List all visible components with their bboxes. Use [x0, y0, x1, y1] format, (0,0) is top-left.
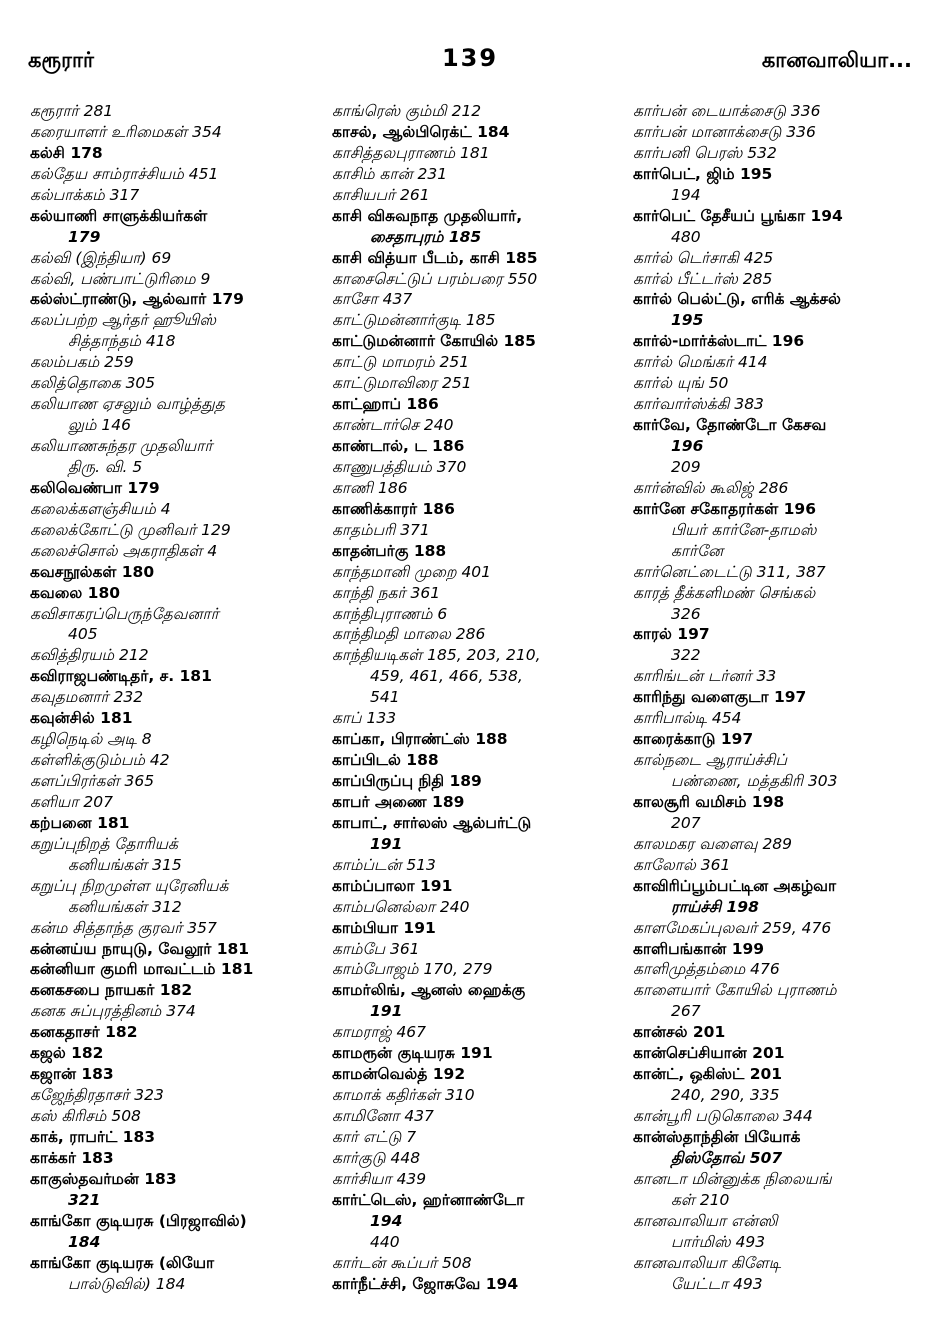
index-entry: காலமகர வளைவு 289 [633, 834, 793, 853]
index-entry: கஜல் 182 [30, 1044, 104, 1063]
index-entry: கலைக்களஞ்சியம் 4 [30, 499, 171, 518]
index-entry: காந்திமதி மாலை 286 [332, 625, 486, 644]
index-entry-continuation: சித்தாந்தம் 418 [68, 332, 176, 351]
index-entry-continuation: சைதாபுரம் 185 [370, 227, 482, 246]
index-column-3 [633, 101, 923, 1294]
index-entry: கான்செப்சியான் 201 [633, 1044, 785, 1063]
index-entry: காசி வித்யா பீடம், காசி 185 [332, 248, 538, 267]
index-entry-continuation: திரு. வி. 5 [68, 457, 143, 476]
index-entry: கனகசபை நாயகர் 182 [30, 981, 193, 1000]
index-entry-continuation: பியர் கார்னே-தாமஸ் [671, 520, 817, 539]
index-entry-continuation: 191 [370, 1002, 403, 1021]
index-entry: காரிந்து வளைகுடா 197 [633, 688, 807, 707]
index-entry: கவிசாகரப்பெருந்தேவனார் [30, 604, 219, 623]
index-entry: காப்பிருப்பு நிதி 189 [332, 772, 482, 790]
index-entry-continuation: 326 [671, 604, 701, 623]
index-entry: கலியாணசுந்தர முதலியார் [30, 437, 213, 455]
index-entry: காலோல் 361 [633, 855, 731, 874]
index-entry: கார்னெட்டைட்டு 311, 387 [633, 562, 826, 581]
index-entry: காப்பிடல் 188 [332, 751, 439, 770]
index-entry: காசல், ஆல்பிரெக்ட் 184 [332, 122, 510, 141]
index-entry: காரத் தீக்களிமண் செங்கல் [633, 583, 816, 602]
index-entry-continuation: 194 [370, 1211, 403, 1230]
index-entry: கான்சல் 201 [633, 1023, 726, 1042]
index-entry: கன்னியா குமரி மாவட்டம் 181 [30, 960, 254, 979]
index-entry-continuation: லும் 146 [68, 416, 131, 435]
index-entry: காப்கா, பிராண்ட்ஸ் 188 [332, 730, 508, 749]
index-entry: கார்குடு 448 [332, 1148, 421, 1167]
index-entry: காசியபர் 261 [332, 185, 430, 204]
index-entry: காரிங்டன் டர்னர் 33 [633, 667, 777, 686]
index-entry-continuation: 459, 461, 466, 538, [370, 667, 523, 686]
index-entry: காட்ஹாப் 186 [332, 395, 439, 414]
index-entry: காம்பே 361 [332, 939, 420, 958]
index-entry: கற்பனை 181 [30, 813, 130, 832]
index-entry-continuation: கார்னே [671, 541, 724, 560]
index-entry: கன்ம சித்தாந்த குரவர் 357 [30, 918, 217, 937]
index-entry: கார்ல் மெங்கர் 414 [633, 353, 768, 372]
index-entry: கார்ட்டெஸ், ஹர்னாண்டோ [332, 1190, 525, 1209]
index-entry-continuation: 322 [671, 646, 701, 665]
index-entry: காப் 133 [332, 709, 397, 728]
index-entry: காதம்பரி 371 [332, 520, 430, 539]
index-entry: கார்னே சகோதரர்கள் 196 [633, 499, 816, 518]
index-entry: காதன்பர்கு 188 [332, 541, 447, 560]
index-entry: கவித்திரயம் 212 [30, 646, 149, 665]
index-entry: கார்ல் பெல்ட்டு, எரிக் ஆக்சல் [633, 290, 841, 309]
index-entry: களப்பிரர்கள் 365 [30, 772, 155, 790]
index-entry: கவலை 180 [30, 583, 121, 602]
index-entry: காட்டு மாமரம் 251 [332, 353, 470, 372]
index-entry: கார்ல் பீட்டர்ஸ் 285 [633, 269, 773, 288]
index-entry: காணுபத்தியம் 370 [332, 457, 467, 476]
index-entry: கரூரார் 281 [30, 102, 114, 120]
index-entry: காசைசெட்டுப் பரம்பரை 550 [332, 269, 538, 288]
index-entry: கல்யாணி சாளுக்கியர்கள் [30, 206, 208, 225]
index-entry: காணி 186 [332, 478, 408, 497]
index-entry-continuation: கனியங்கள் 312 [68, 897, 182, 916]
index-entry-continuation: திஸ்தோவ் 507 [671, 1148, 783, 1167]
index-entry: காண்டால், ட 186 [332, 437, 465, 455]
index-entry: காந்தி நகர் 361 [332, 583, 441, 602]
index-entry: காசோ 437 [332, 290, 413, 309]
index-entry: கனக சுப்புரத்தினம் 374 [30, 1002, 196, 1021]
index-entry-continuation: 184 [68, 1232, 101, 1251]
index-entry: கலம்பகம் 259 [30, 353, 134, 372]
index-entry: காம்ப்பாலா 191 [332, 876, 453, 895]
index-entry: காலசூரி வமிசம் 198 [633, 792, 785, 811]
index-entry: கான்ஸ்தாந்தின் பியோக் [633, 1127, 801, 1146]
index-entry: காபாட், சார்லஸ் ஆல்பர்ட்டு [332, 813, 532, 832]
index-entry: கலப்பற்ற ஆர்தர் ஹூயிஸ் [30, 311, 216, 330]
index-entry: கான்பூரி படுகொலை 344 [633, 1107, 813, 1125]
index-entry: காங்ரெஸ் கும்மி 212 [332, 102, 482, 120]
index-entry: கான்ட், ஒகிஸ்ட் 201 [633, 1065, 783, 1084]
index-entry: கார்சியா 439 [332, 1169, 427, 1188]
index-entry: கார்வார்ஸ்க்கி 383 [633, 395, 764, 414]
index-entry-continuation: யேட்டா 493 [671, 1274, 763, 1293]
page-header [0, 0, 940, 100]
index-entry: காக்கர் 183 [30, 1148, 114, 1167]
index-entry: காகுஸ்தவர்மன் 183 [30, 1169, 177, 1188]
index-entry-continuation: 541 [370, 688, 400, 707]
index-entry: கலிவெண்பா 179 [30, 478, 160, 497]
index-entry: காமன்வெல்த் 192 [332, 1065, 466, 1084]
index-entry: காங்கோ குடியரசு (லியோ [30, 1253, 215, 1272]
index-entry-continuation: 191 [370, 834, 403, 853]
index-entry: காபர் அணை 189 [332, 792, 465, 811]
index-entry: காமர்லிங், ஆனஸ் ஹைக்கு [332, 981, 526, 1000]
index-entry: காரைக்காடு 197 [633, 730, 754, 749]
index-entry: கார்வே, தோண்டோ கேசவ [633, 416, 827, 435]
index-entry: கனகதாசர் 182 [30, 1023, 138, 1042]
index-entry: கறுப்புநிறத் தோரியக் [30, 834, 178, 853]
index-entry: காம்ப்டன் 513 [332, 855, 436, 874]
index-entry: கார்நீட்ச்சி, ஜோசுவே 194 [332, 1274, 519, 1293]
index-entry-continuation: பண்ணை, மத்தகிரி 303 [671, 772, 838, 790]
index-entry: கஜேந்திரதாசர் 323 [30, 1086, 164, 1105]
index-entry: கஸ் கிரிசம் 508 [30, 1107, 141, 1125]
index-entry-continuation: பார்மிஸ் 493 [671, 1232, 766, 1251]
index-entry-continuation: 196 [671, 437, 704, 455]
index-entry: கல்வி, பண்பாட்டுரிமை 9 [30, 269, 211, 288]
index-entry: காரிபால்டி 454 [633, 709, 742, 728]
index-entry: காம்பனெல்லா 240 [332, 897, 470, 916]
index-entry-continuation: 194 [671, 185, 701, 204]
index-entry: கார்ல் டெர்சாகி 425 [633, 248, 774, 267]
index-entry: கார்பனி பெரஸ் 532 [633, 143, 777, 162]
index-entry: காட்டுமன்னார் கோயில் 185 [332, 332, 536, 351]
index-entry: கள்ளிக்குடும்பம் 42 [30, 751, 170, 770]
index-entry: கல்தேய சாம்ராச்சியம் 451 [30, 164, 219, 183]
index-entry-continuation: 240, 290, 335 [671, 1086, 780, 1105]
index-entry-continuation: 405 [68, 625, 98, 644]
index-entry: காசிம் கான் 231 [332, 164, 448, 183]
header-left-guide-word: கரூரார் [28, 48, 94, 72]
index-entry: காளையார் கோயில் புராணம் [633, 981, 837, 1000]
index-entry: கலைச்சொல் அகராதிகள் 4 [30, 541, 218, 560]
index-entry: கார்டன் கூப்பர் 508 [332, 1253, 472, 1272]
index-entry: கரையாளர் உரிமைகள் 354 [30, 122, 222, 141]
index-entry: கஜான் 183 [30, 1065, 114, 1084]
index-entry: கானவாலியா என்ஸி [633, 1211, 778, 1230]
index-entry: கல்சி 178 [30, 143, 103, 162]
index-entry: காணிக்காரர் 186 [332, 499, 455, 518]
index-entry: கவசநூல்கள் 180 [30, 562, 155, 581]
index-entry: காசி விசுவநாத முதலியார், [332, 206, 523, 225]
index-entry: கால்நடை ஆராய்ச்சிப் [633, 751, 788, 770]
index-entry: காம்போஜம் 170, 279 [332, 960, 493, 979]
index-entry: கார் எட்டு 7 [332, 1127, 417, 1146]
index-entry: கார்பன் டையாக்சைடு 336 [633, 102, 821, 120]
index-entry-continuation: கள் 210 [671, 1190, 730, 1209]
index-entry: கலைக்கோட்டு முனிவர் 129 [30, 520, 231, 539]
index-entry-continuation: 179 [68, 227, 101, 246]
index-entry: காக், ராபர்ட் 183 [30, 1127, 156, 1146]
index-column-1 [30, 101, 320, 1294]
index-entry: காளிபங்கான் 199 [633, 939, 765, 958]
index-entry-continuation: 440 [370, 1232, 400, 1251]
index-entry: காளமேகப்புலவர் 259, 476 [633, 918, 832, 937]
index-entry-continuation: பால்டுவில்) 184 [68, 1274, 186, 1293]
index-entry: காண்டார்செ 240 [332, 416, 454, 435]
index-entry-continuation: 267 [671, 1002, 701, 1021]
index-entry: காட்டுமன்னார்குடி 185 [332, 311, 496, 330]
index-entry-continuation: 480 [671, 227, 701, 246]
index-entry: கன்னய்ய நாயுடு, வேலூர் 181 [30, 939, 250, 958]
index-entry: கலித்தொகை 305 [30, 374, 156, 393]
index-entry: காசித்தலபுராணம் 181 [332, 143, 490, 162]
index-entry: காம்பியா 191 [332, 918, 436, 937]
index-entry: காமரூன் குடியரசு 191 [332, 1044, 493, 1063]
index-entry-continuation: 195 [671, 311, 704, 330]
index-entry-continuation: 209 [671, 457, 701, 476]
index-entry-continuation: 207 [671, 813, 701, 832]
page-number: 139 [441, 44, 499, 72]
index-entry: கார்ன்வில் கூலிஜ் 286 [633, 478, 789, 497]
index-entry: கார்ல்-மார்க்ஸ்டாட் 196 [633, 332, 805, 351]
index-entry: காந்தியடிகள் 185, 203, 210, [332, 646, 541, 665]
index-entry: காமினோ 437 [332, 1107, 434, 1125]
index-entry-continuation: ராய்ச்சி 198 [671, 897, 759, 916]
index-entry: கானவாலியா கிளேடி [633, 1253, 782, 1272]
index-entry: காந்தமானி முறை 401 [332, 562, 492, 581]
index-entry: காட்டுமாவிரை 251 [332, 374, 472, 393]
index-entry: கார்ல் யுங் 50 [633, 374, 729, 393]
index-entry: கார்பன் மானாக்சைடு 336 [633, 122, 816, 141]
index-entry: காளிமுத்தம்மை 476 [633, 960, 780, 979]
index-entry: கார்பெட், ஜிம் 195 [633, 164, 773, 183]
index-entry: களியா 207 [30, 792, 113, 811]
index-entry: கழிநெடில் அடி 8 [30, 730, 152, 749]
index-entry: காரல் 197 [633, 625, 710, 644]
index-entry: கானடா மின்னுக்க நிலையங் [633, 1169, 832, 1188]
index-entry: காந்திபுராணம் 6 [332, 604, 448, 623]
index-entry: கல்ஸ்ட்ராண்டு, ஆல்வார் 179 [30, 290, 244, 309]
index-entry: காவிரிப்பூம்பட்டின அகழ்வா [633, 876, 837, 895]
index-entry: காங்கோ குடியரசு (பிரஜாவில்) [30, 1211, 247, 1230]
index-entry: கவிராஜபண்டிதர், ச. 181 [30, 667, 212, 686]
index-entry-continuation: 321 [68, 1190, 101, 1209]
index-entry: காமாக் கதிர்கள் 310 [332, 1086, 475, 1105]
header-right-guide-word: கானவாலியா... [761, 48, 912, 72]
index-entry: கல்வி (இந்தியா) 69 [30, 248, 172, 267]
index-entry: கார்பெட் தேசீயப் பூங்கா 194 [633, 206, 843, 225]
index-entry-continuation: கனியங்கள் 315 [68, 855, 182, 874]
index-column-2 [332, 101, 622, 1294]
index-entry: கல்பாக்கம் 317 [30, 185, 140, 204]
index-entry: கவுதமனார் 232 [30, 688, 144, 707]
index-entry: கறுப்பு நிறமுள்ள யுரேனியக் [30, 876, 229, 895]
index-entry: கவுன்சில் 181 [30, 709, 133, 728]
index-entry: காமராஜ் 467 [332, 1023, 427, 1042]
index-entry: கலியாண ஏசலும் வாழ்த்துத [30, 395, 225, 414]
